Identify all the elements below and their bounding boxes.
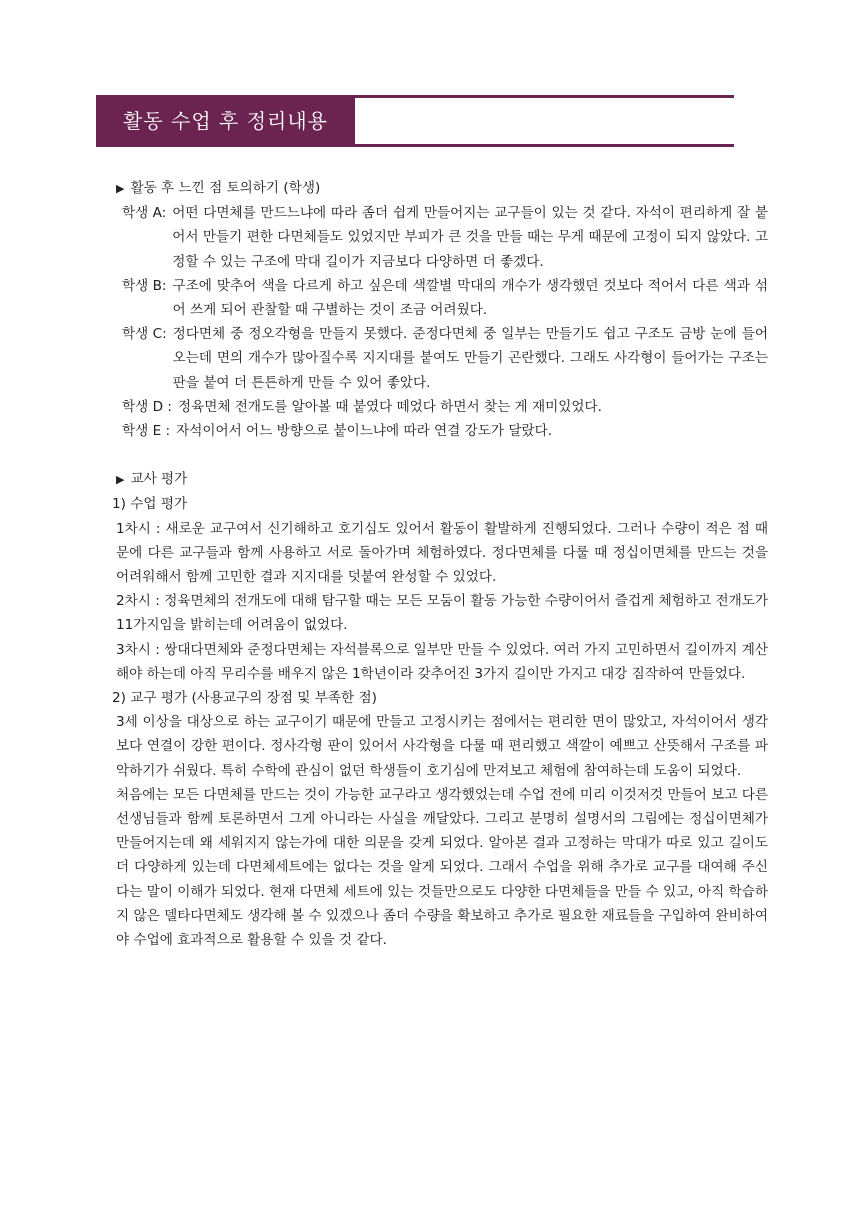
- student-label: 학생 D :: [122, 398, 172, 415]
- student-text: 정다면체 중 정오각형을 만들지 못했다. 준정다면체 중 일부는 만들기도 쉽고 구조도 금방 눈에 들어오는데 면의 개수가 많아질수록 지지대를 붙여도 만들기 곤란했다. 그래도 사각형이 들어가는 구조는 판을 붙여 더 튼튼하게 만들 수 있어 좋았다.: [172, 326, 768, 391]
- student-label: 학생 C:: [122, 326, 167, 343]
- discussion-heading: [112, 176, 768, 201]
- student-label: 학생 B:: [122, 277, 167, 294]
- student-d-comment: [112, 395, 768, 419]
- student-a-comment: [112, 201, 768, 274]
- tool-eval-heading: 2) 교구 평가 (사용교구의 장점 및 부족한 점): [112, 690, 377, 707]
- student-text: 정육면체 전개도를 알아볼 때 붙였다 떼었다 하면서 찾는 게 재미있었다.: [177, 398, 602, 415]
- triangle-bullet-icon: ▶: [116, 182, 125, 195]
- spacer: [112, 443, 768, 467]
- tool-eval-paragraph-1: 3세 이상을 대상으로 하는 교구이기 때문에 만들고 고정시키는 점에서는 편리한 면이 많았고, 자석이어서 생각보다 연결이 강한 편이다. 정사각형 판이 있어서 사각형을 다룰 때 편리했고 색깔이 예쁘고 산뜻해서 구조를 파악하기가 쉬웠다. 특히 수학에 관심이 없던 학생들이 호기심에 만져보고 체험에 참여하는데 도움이 되었다.: [116, 714, 768, 779]
- student-text: 어떤 다면체를 만드느냐에 따라 좀더 쉽게 만들어지는 교구들이 있는 것 같다. 자석이 편리하게 잘 붙어서 만들기 편한 다면체들도 있었지만 부피가 큰 것을 만들 때는 무게 때문에 고정이 되지 않았다. 고정할 수 있는 구조에 막대 길이가 지금보다 다양하면 더 좋겠다.: [172, 205, 768, 270]
- header-rule-bottom: [96, 144, 734, 147]
- student-c-comment: [112, 322, 768, 395]
- student-label: 학생 E :: [122, 423, 171, 440]
- teacher-heading-text: 교사 평가: [130, 471, 188, 488]
- section-title: 활동 수업 후 정리내용: [96, 95, 355, 147]
- triangle-bullet-icon: ▶: [116, 473, 125, 487]
- tool-eval-paragraph-2: 처음에는 모든 다면체를 만드는 것이 가능한 교구라고 생각했었는데 수업 전에 미리 이것저것 만들어 보고 다른 선생님들과 함께 토론하면서 그게 아니라는 사실을 깨달았다. 그리고 분명히 설명서의 그림에는 정십이면체가 만들어지는데 왜 세워지지 않는가에 대한 의문을 갖게 되었다. 알아본 결과 고정하는 막대가 따로 있고 길이도 더 다양하게 있는데 다면체세트에는 없다는 것을 알게 되었다. 그래서 수업을 위해 추가로 교구를 대여해 주신다는 말이 이해가 되었다. 현재 다면체 세트에 있는 것들만으로도 다양한 다면체들을 만들 수 있고, 아직 학습하지 않은 델타다면체도 생각해 볼 수 있겠으나 좀더 수량을 확보하고 추가로 필요한 재료들을 구입하여 완비하여야 수업에 효과적으로 활용할 수 있을 것 같다.: [116, 786, 768, 949]
- student-b-comment: [112, 274, 768, 322]
- class-eval-session-2: 2차시 : 정육면체의 전개도에 대해 탐구할 때는 모든 모둠이 활동 가능한 수량이어서 즐겁게 체험하고 전개도가 11가지임을 밝히는데 어려움이 없었다.: [116, 593, 768, 634]
- class-eval-heading: 1) 수업 평가: [112, 496, 188, 513]
- student-e-comment: [112, 419, 768, 443]
- discussion-heading-text: 활동 후 느낀 점 토의하기 (학생): [130, 180, 321, 196]
- document-body: [112, 176, 768, 952]
- class-eval-session-3: 3차시 : 쌍대다면체와 준정다면체는 자석블록으로 일부만 만들 수 있었다. 여러 가지 고민하면서 길이까지 계산해야 하는데 아직 무리수를 배우지 않은 1학년이라 갖추어진 3가지 길이만 가지고 대강 짐작하여 만들었다.: [116, 641, 768, 682]
- student-label: 학생 A:: [122, 205, 167, 222]
- student-text: 구조에 맞추어 색을 다르게 하고 싶은데 색깔별 막대의 개수가 생각했던 것보다 적어서 다른 색과 섞어 쓰게 되어 관찰할 때 구별하는 것이 조금 어려웠다.: [172, 277, 768, 319]
- teacher-heading: [112, 467, 768, 492]
- class-eval-session-1: 1차시 : 새로운 교구여서 신기해하고 호기심도 있어서 활동이 활발하게 진행되었다. 그러나 수량이 적은 점 때문에 다른 교구들과 함께 사용하고 서로 돌아가며 체험하였다. 정다면체를 다룰 때 정십이면체를 만드는 것을 어려워해서 함께 고민한 결과 지지대를 덧붙여 완성할 수 있었다.: [116, 520, 768, 586]
- header-rule-top: [355, 95, 734, 98]
- student-text: 자석이어서 어느 방향으로 붙이느냐에 따라 연결 강도가 달랐다.: [176, 423, 553, 440]
- section-header: [96, 95, 734, 147]
